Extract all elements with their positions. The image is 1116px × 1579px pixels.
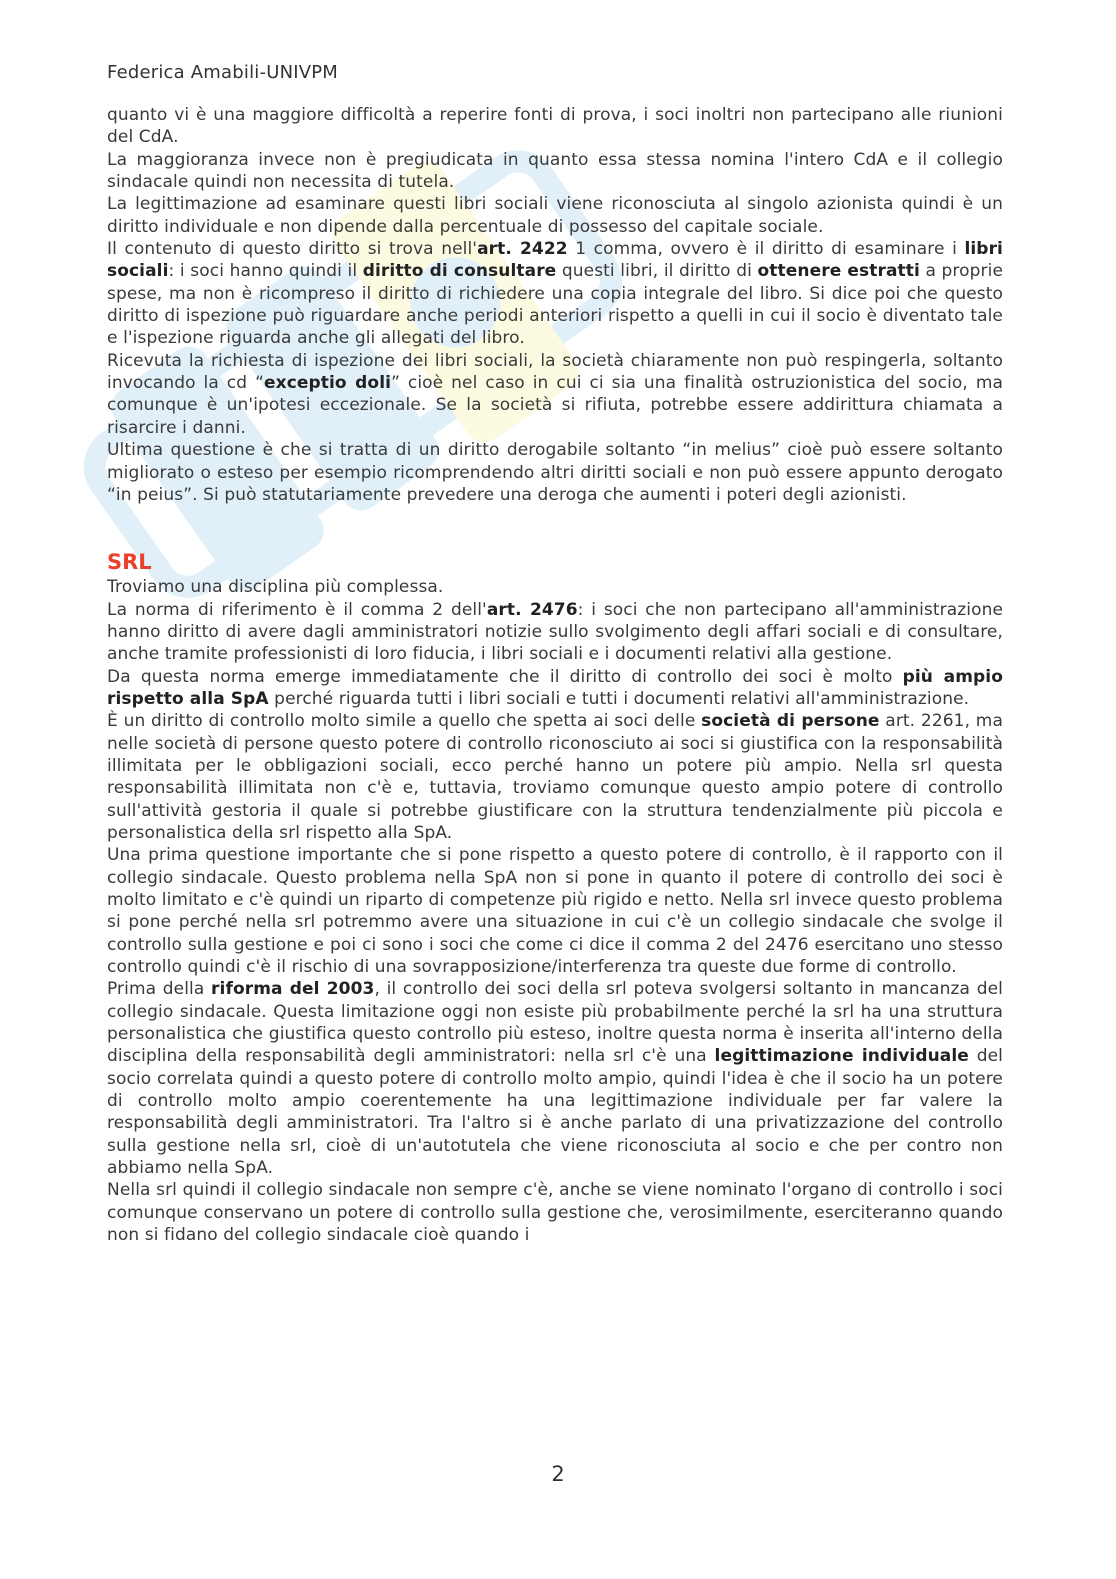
paragraph: È un diritto di controllo molto simile a quello che spetta ai soci delle società di persone art. 2261, ma nelle società di persone questo potere di controllo riconosciuto ai soci si giustifica con la responsabilità illimitata per le obbligazioni sociali, ecco perché hanno un potere più ampio. Nella srl questa responsabilità illimitata non c'è e, tuttavia, troviamo comunque questo ampio potere di controllo sull'attività gestoria il quale si potrebbe giustificare con la struttura tendenzialmente più piccola e personalistica della srl rispetto alla SpA. <box>107 711 1003 843</box>
document-body <box>107 104 1003 1247</box>
paragraph: Nella srl quindi il collegio sindacale non sempre c'è, anche se viene nominato l'organo di controllo i soci comunque conservano un potere di controllo sulla gestione che, verosimilmente, eserciteranno quando non si fidano del collegio sindacale cioè quando i <box>107 1180 1003 1246</box>
bold-term: libri sociali <box>107 239 1003 282</box>
paragraph: Troviamo una disciplina più complessa. <box>107 577 444 598</box>
bold-term: più ampio rispetto alla SpA <box>107 666 1004 709</box>
paragraph: Ultima questione è che si tratta di un diritto derogabile soltanto “in melius” cioè può essere soltanto migliorato o esteso per esempio ricomprendendo altri diritti sociali e non può essere appunto derogato “in peius”. Si può statutariamente prevedere una deroga che aumenti i poteri degli azionisti. <box>107 440 1003 505</box>
page-number: 2 <box>551 1462 565 1486</box>
paragraph: Da questa norma emerge immediatamente che il diritto di controllo dei soci è molto più ampio rispetto alla SpA perché riguarda tutti i libri sociali e tutti i documenti relativi all'amministrazione. <box>107 666 1004 709</box>
paragraph: Ricevuta la richiesta di ispezione dei libri sociali, la società chiaramente non può respingerla, soltanto invocando la cd “exceptio doli” cioè nel caso in cui ci sia una finalità ostruzionistica del socio, ma comunque è un'ipotesi eccezionale. Se la società si rifiuta, potrebbe essere addirittura chiamata a risarcire i danni. <box>107 350 1004 438</box>
paragraph: Una prima questione importante che si pone rispetto a questo potere di controllo, è il rapporto con il collegio sindacale. Questo problema nella SpA non si pone in quanto il potere di controllo dei soci è molto limitato e c'è quindi un riparto di competenze più rigido e netto. Nella srl invece questo problema si pone perché nella srl potremmo avere una situazione in cui c'è un collegio sindacale che svolge il controllo sulla gestione e poi ci sono i soci che come ci dice il comma 2 del 2476 esercitano uno stesso controllo quindi c'è il rischio di una sovrapposizione/interferenza tra queste due forme di controllo. <box>107 845 1003 978</box>
section-heading: SRL <box>107 550 152 575</box>
paragraph: La maggioranza invece non è pregiudicata in quanto essa stessa nomina l'intero CdA e il collegio sindacale quindi non necessita di tutela. <box>107 149 1003 193</box>
bold-term: art. 2422 <box>477 239 568 260</box>
paragraph: quanto vi è una maggiore difficoltà a reperire fonti di prova, i soci inoltri non partecipano alle riunioni del CdA. <box>107 105 1003 148</box>
bold-term: ottenere estratti <box>757 261 920 282</box>
bold-term: società di persone <box>701 711 880 732</box>
paragraph: Il contenuto di questo diritto si trova nell'art. 2422 1 comma, ovvero è il diritto di esaminare i libri sociali: i soci hanno quindi il diritto di consultare questi libri, il diritto di ottenere estratti a proprie spese, ma non è ricompreso il diritto di richiedere una copia integrale del libro. Si dice poi che questo diritto di ispezione può riguardare anche periodi anteriori rispetto a quelli in cui il socio è diventato tale e l'ispezione riguarda anche gli allegati del libro. <box>107 239 1004 349</box>
bold-term: legittimazione individuale <box>714 1046 969 1067</box>
bold-term: art. 2476 <box>486 599 578 620</box>
bold-term: riforma del 2003 <box>211 979 375 1000</box>
paragraph: La norma di riferimento è il comma 2 dell'art. 2476: i soci che non partecipano all'amministrazione hanno diritto di avere dagli amministratori notizie sullo svolgimento degli affari sociali e di consultare, anche tramite professionisti di loro fiducia, i libri sociali e i documenti relativi alla gestione. <box>107 599 1003 665</box>
bold-term: exceptio doli <box>264 373 392 394</box>
page-header-author: Federica Amabili-UNIVPM <box>107 62 339 83</box>
bold-term: diritto di consultare <box>362 261 557 282</box>
paragraph: La legittimazione ad esaminare questi libri sociali viene riconosciuta al singolo azionista quindi è un diritto individuale e non dipende dalla percentuale di possesso del capitale sociale. <box>107 194 1003 237</box>
paragraph: Prima della riforma del 2003, il controllo dei soci della srl poteva svolgersi soltanto in mancanza del collegio sindacale. Questa limitazione oggi non esiste più probabilmente perché la srl ha una struttura personalistica che giustifica questo controllo più esteso, inoltre questa norma è inserita all'interno della disciplina della responsabilità degli amministratori: nella srl c'è una legittimazione individuale del socio correlata quindi a questo potere di controllo molto ampio, quindi l'idea è che il socio ha un potere di controllo molto ampio coerentemente ha una legittimazione individuale per far valere la responsabilità degli amministratori. Tra l'altro si è anche parlato di una privatizzazione del controllo sulla gestione nella srl, cioè di un'autotutela che viene riconosciuta al socio e che per contro non abbiamo nella SpA. <box>107 979 1003 1179</box>
